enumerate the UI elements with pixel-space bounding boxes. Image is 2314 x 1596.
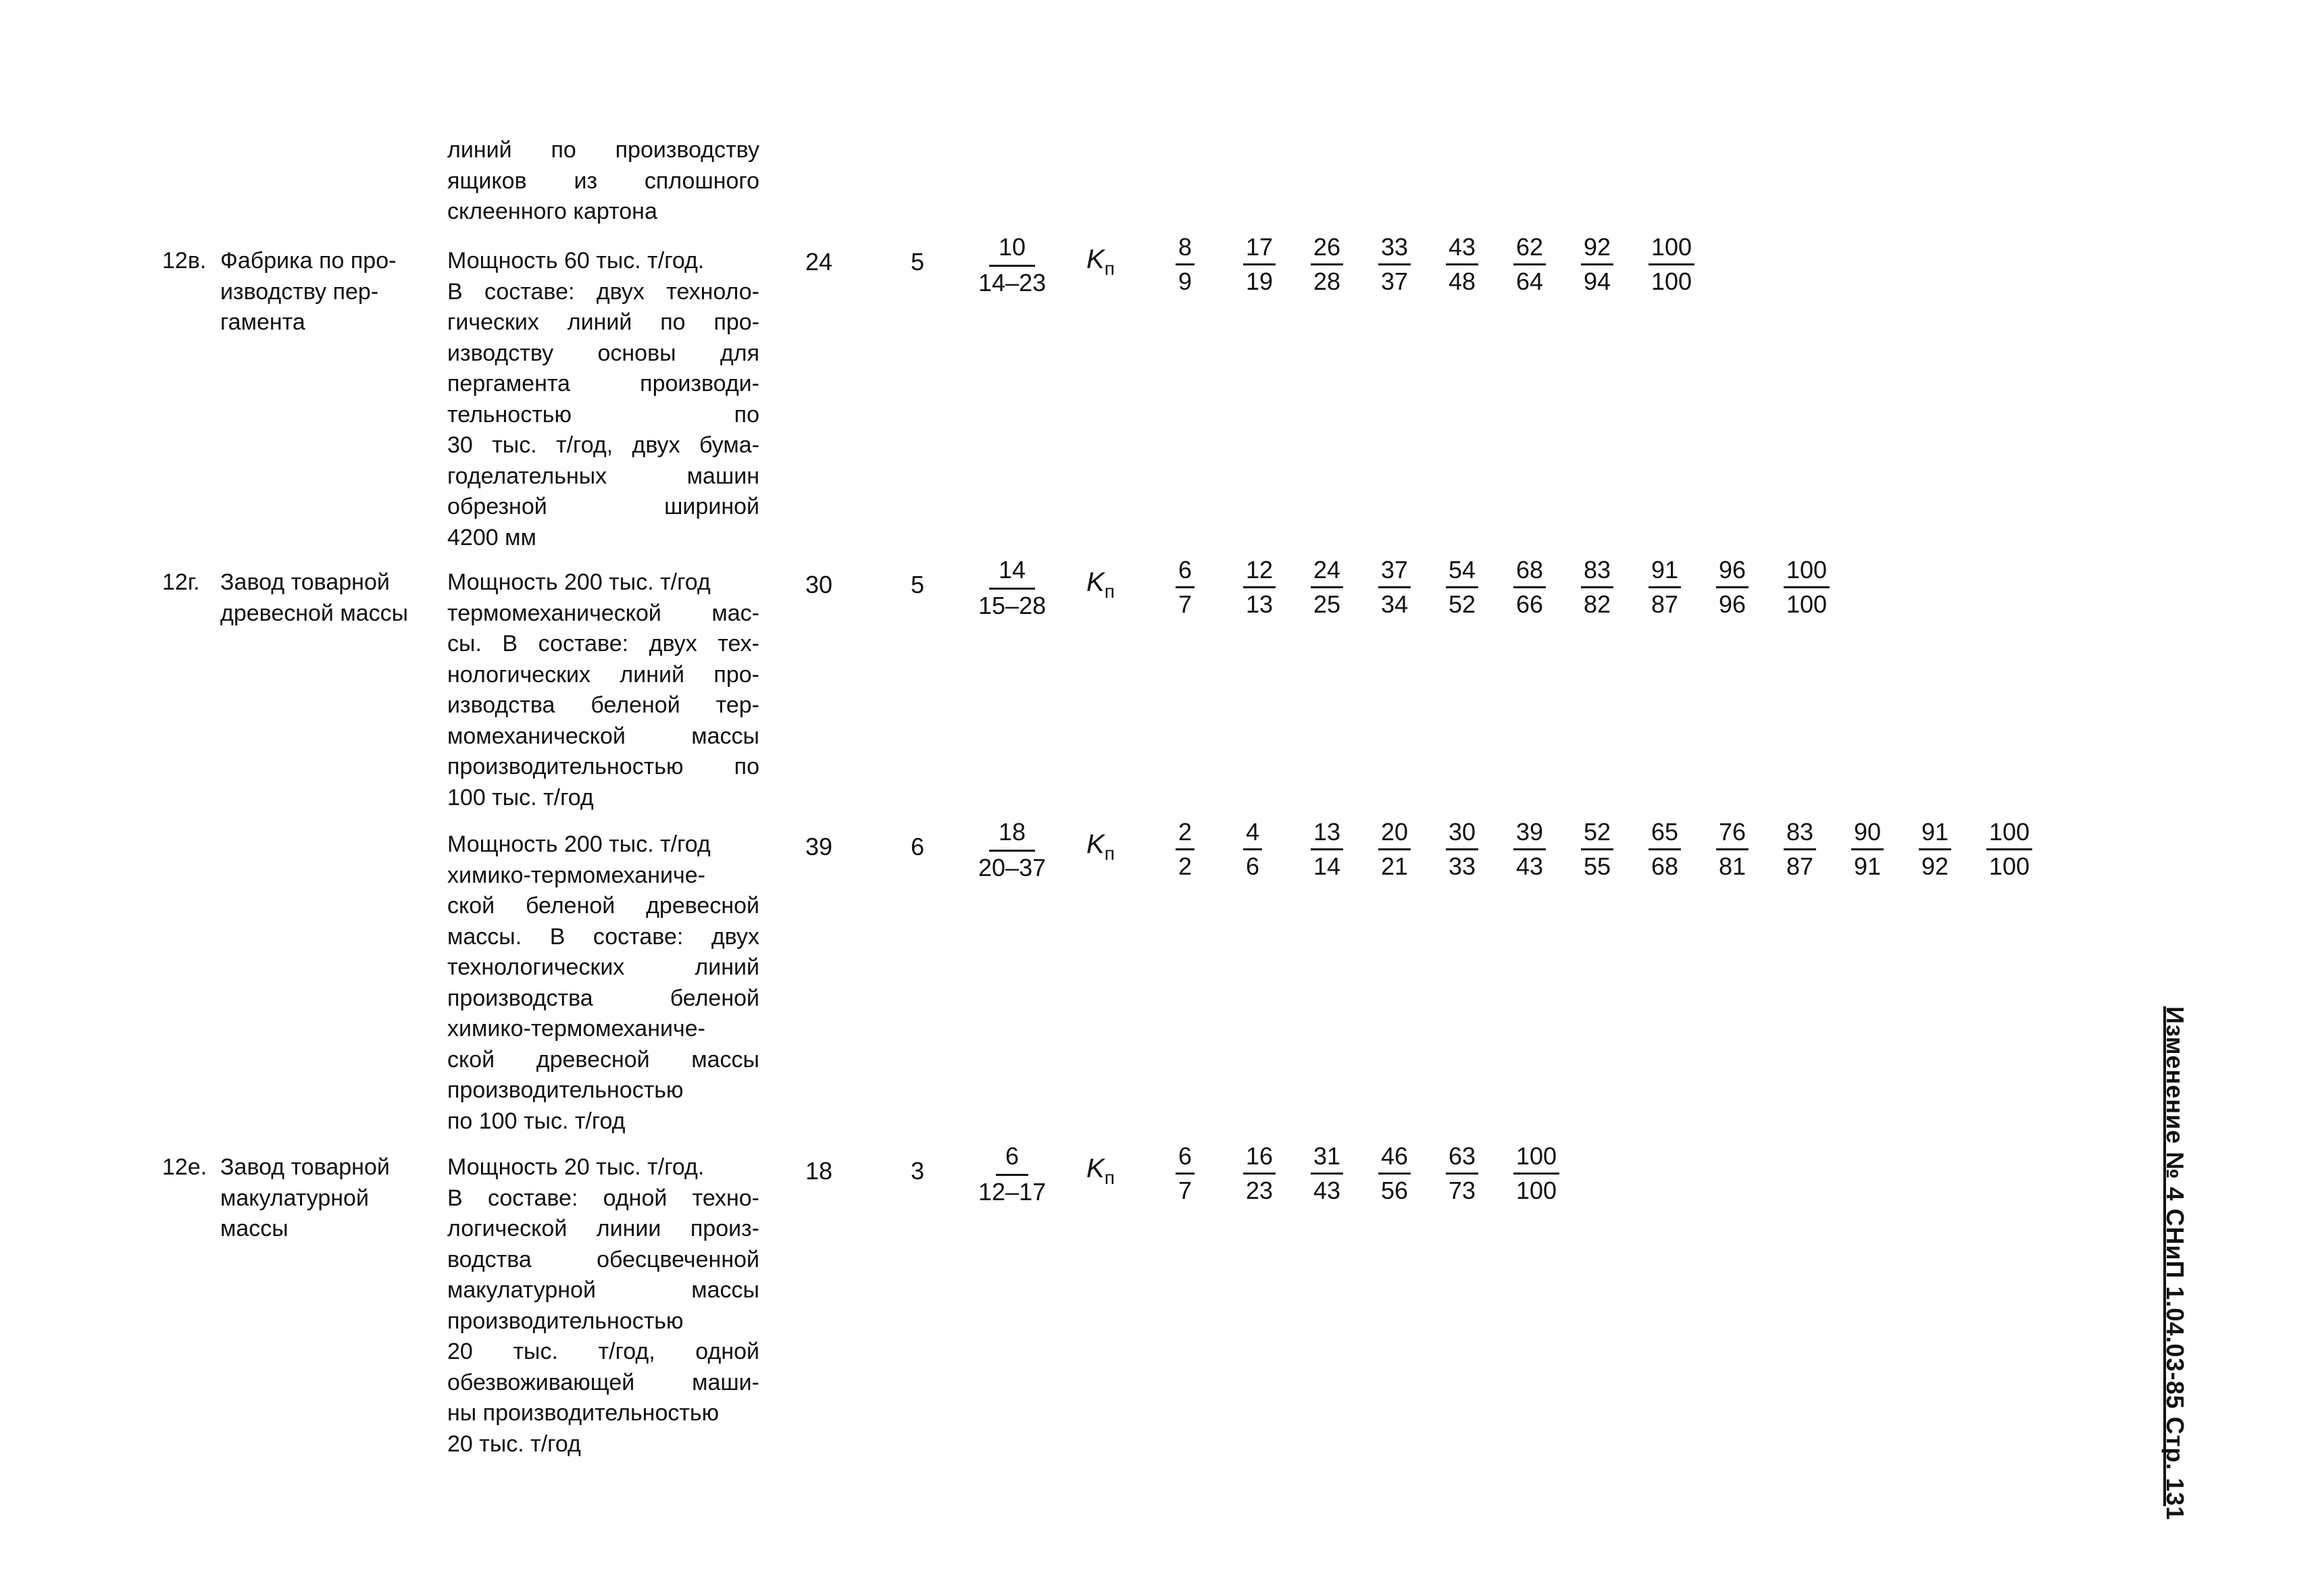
text-line: изводству основы для (447, 340, 759, 366)
denominator: 19 (1246, 267, 1274, 295)
k-fraction (1513, 1143, 1559, 1204)
numerator: 91 (1649, 557, 1681, 588)
numerator: 91 (1919, 819, 1951, 850)
k-fraction (1513, 557, 1546, 618)
main-fraction (978, 1143, 1046, 1206)
text-line: тельностью по (447, 401, 759, 428)
k-fraction (1513, 819, 1546, 880)
numerator: 96 (1716, 557, 1749, 588)
k-fraction (1446, 557, 1478, 618)
denominator: 9 (1178, 267, 1192, 295)
text-line: по 100 тыс. т/год (447, 1108, 626, 1134)
numerator: 83 (1581, 557, 1613, 588)
text-line: Мощность 200 тыс. т/год (447, 831, 711, 857)
text-line: производительностью по (447, 754, 759, 779)
k-fraction (1176, 819, 1194, 880)
text-line: массы (220, 1216, 288, 1241)
main-fraction (978, 819, 1046, 881)
denominator: 37 (1381, 267, 1409, 295)
k-fraction (1378, 819, 1411, 880)
denominator: 66 (1516, 590, 1544, 618)
running-head (2161, 1006, 2216, 1521)
denominator: 15–28 (978, 592, 1047, 619)
text-line: сы. В составе: двух тех- (447, 631, 759, 657)
text-line: изводству пер- (220, 278, 379, 305)
numerator: 52 (1581, 819, 1613, 850)
k-fraction (1176, 1143, 1194, 1204)
k-fraction (1311, 819, 1343, 880)
value-col-1: 18 (805, 1157, 833, 1185)
text-line: 100 тыс. т/год (447, 784, 594, 810)
k-fraction (1311, 557, 1343, 618)
numerator: 68 (1513, 557, 1546, 588)
numerator: 54 (1446, 557, 1478, 588)
text-line: производительностью (447, 1308, 684, 1334)
k-fraction (1176, 234, 1194, 295)
text-line: макулатурной массы (447, 1277, 759, 1303)
denominator: 52 (1449, 590, 1476, 618)
numerator: 90 (1851, 819, 1884, 850)
row-number: 12г. (162, 569, 200, 595)
numerator: 83 (1784, 819, 1816, 850)
denominator: 100 (1516, 1177, 1557, 1204)
k-fraction (1446, 819, 1478, 880)
denominator: 43 (1313, 1177, 1341, 1204)
text-line: логической линии произ- (447, 1216, 759, 1241)
k-fraction (1581, 557, 1613, 618)
denominator: 55 (1584, 852, 1611, 880)
k-fraction (1851, 819, 1884, 880)
denominator: 100 (1989, 852, 2030, 880)
row-description-12e (447, 1152, 759, 1460)
row-description-12g (447, 567, 759, 813)
k-fraction (1986, 819, 2032, 880)
numerator: 6 (1176, 557, 1194, 588)
text-line: 20 тыс. т/год (447, 1431, 581, 1457)
k-fraction (1311, 234, 1343, 295)
k-fraction (1649, 234, 1694, 295)
denominator: 6 (1246, 852, 1260, 880)
numerator: 2 (1176, 819, 1194, 850)
k-fraction (1243, 557, 1276, 618)
denominator: 7 (1178, 1177, 1192, 1204)
denominator: 82 (1584, 590, 1611, 618)
value-col-2: 3 (911, 1157, 925, 1185)
numerator: 16 (1243, 1143, 1276, 1175)
numerator: 63 (1446, 1143, 1478, 1175)
k-fraction (1716, 557, 1749, 618)
denominator: 21 (1381, 852, 1409, 880)
denominator: 96 (1719, 590, 1746, 618)
text-line: момеханической массы (447, 723, 759, 749)
k-fraction (1378, 557, 1411, 618)
k-fraction (1784, 819, 1816, 880)
text-line: ской древесной массы (447, 1046, 759, 1073)
text-line: обезвоживающей маши- (447, 1369, 759, 1395)
k-fraction (1649, 557, 1681, 618)
text-line: В составе: одной техно- (447, 1185, 759, 1211)
text-line: склеенного картона (447, 199, 657, 224)
denominator: 92 (1921, 852, 1949, 880)
text-line: нологических линий про- (447, 661, 759, 688)
denominator: 25 (1313, 590, 1341, 618)
text-line: технологических линий (447, 954, 759, 980)
numerator: 13 (1311, 819, 1343, 850)
numerator: 14 (989, 557, 1035, 590)
row-number: 12е. (162, 1154, 207, 1180)
value-col-2: 5 (911, 248, 925, 276)
value-col-1: 30 (805, 571, 833, 598)
k-fraction (1243, 234, 1276, 295)
k-fraction (1581, 819, 1613, 880)
numerator: 92 (1581, 234, 1613, 265)
text-line: 20 тыс. т/год, одной (447, 1339, 759, 1364)
k-fraction (1243, 1143, 1276, 1204)
numerator: 37 (1378, 557, 1411, 588)
numerator: 24 (1311, 557, 1343, 588)
text-line: ской беленой древесной (447, 893, 759, 919)
value-col-1: 24 (805, 248, 833, 276)
row-description-12v (447, 246, 759, 553)
numerator: 17 (1243, 234, 1276, 265)
numerator: 43 (1446, 234, 1478, 265)
text-line: производства беленой (447, 985, 759, 1011)
k-fraction (1378, 1143, 1411, 1204)
numerator: 10 (989, 234, 1035, 267)
denominator: 28 (1313, 267, 1341, 295)
kp-label: $K_п$ (1086, 829, 1115, 864)
k-fraction (1176, 557, 1194, 618)
text-line: пергамента производи- (447, 371, 759, 396)
k-fraction (1784, 557, 1830, 618)
running-head-text: Изменение № 4 СНиП 1.04.03-85 Стр. 131 (2161, 1006, 2189, 1521)
numerator: 62 (1513, 234, 1546, 265)
numerator: 20 (1378, 819, 1411, 850)
text-line: древесной массы (220, 600, 409, 626)
text-line: водства обесцвеченной (447, 1246, 759, 1272)
denominator: 14–23 (978, 269, 1047, 297)
text-line: Завод товарной (220, 1154, 390, 1180)
denominator: 20–37 (978, 854, 1047, 881)
k-fraction (1581, 234, 1613, 295)
k-fraction (1649, 819, 1681, 880)
text-line: изводства беленой тер- (447, 692, 759, 718)
denominator: 12–17 (978, 1178, 1047, 1206)
numerator: 46 (1378, 1143, 1411, 1175)
numerator: 39 (1513, 819, 1546, 850)
denominator: 33 (1449, 852, 1476, 880)
text-line: макулатурной (220, 1185, 369, 1211)
numerator: 76 (1716, 819, 1749, 850)
k-fraction (1378, 234, 1411, 295)
denominator: 7 (1178, 590, 1192, 618)
denominator: 87 (1786, 852, 1814, 880)
denominator: 100 (1651, 267, 1692, 295)
text-line: Завод товарной (220, 569, 390, 595)
text-line: годелательных машин (447, 463, 759, 489)
numerator: 100 (1513, 1143, 1559, 1175)
row-description-12g-2 (447, 829, 759, 1137)
denominator: 34 (1381, 590, 1409, 618)
k-fraction (1513, 234, 1546, 295)
text-line: Мощность 200 тыс. т/год (447, 569, 711, 595)
row-number: 12в. (162, 248, 207, 274)
denominator: 73 (1449, 1177, 1476, 1204)
text-line: линий по производству (447, 137, 759, 163)
denominator: 94 (1584, 267, 1611, 295)
denominator: 2 (1178, 852, 1192, 880)
numerator: 100 (1986, 819, 2032, 850)
text-line: термомеханической мас- (447, 600, 759, 626)
numerator: 8 (1176, 234, 1194, 265)
text-line: 4200 мм (447, 524, 536, 550)
text-line: ны производительностью (447, 1400, 720, 1426)
numerator: 100 (1784, 557, 1830, 588)
numerator: 65 (1649, 819, 1681, 850)
text-line: Мощность 60 тыс. т/год. (447, 248, 705, 274)
denominator: 81 (1719, 852, 1746, 880)
k-fraction (1243, 819, 1262, 880)
k-fraction (1446, 1143, 1478, 1204)
numerator: 6 (996, 1143, 1028, 1176)
numerator: 18 (989, 819, 1035, 852)
text-line: гических линий по про- (447, 309, 759, 335)
text-line: гамента (220, 309, 305, 335)
main-fraction (978, 234, 1046, 297)
text-line: В составе: двух техноло- (447, 278, 759, 305)
numerator: 6 (1176, 1143, 1194, 1175)
kp-label: $K_п$ (1086, 1154, 1115, 1188)
text-line: производительностью (447, 1077, 684, 1103)
denominator: 87 (1651, 590, 1679, 618)
value-col-1: 39 (805, 833, 833, 860)
text-line: ящиков из сплошного (447, 168, 759, 194)
numerator: 31 (1311, 1143, 1343, 1175)
text-line: 30 тыс. т/год, двух бума- (447, 432, 759, 458)
numerator: 4 (1243, 819, 1262, 850)
k-fraction (1716, 819, 1749, 880)
denominator: 13 (1246, 590, 1274, 618)
kp-label: $K_п$ (1086, 567, 1115, 602)
denominator: 56 (1381, 1177, 1409, 1204)
denominator: 100 (1786, 590, 1828, 618)
denominator: 23 (1246, 1177, 1274, 1204)
kp-label: $K_п$ (1086, 244, 1115, 279)
denominator: 64 (1516, 267, 1544, 295)
k-fraction (1311, 1143, 1343, 1204)
numerator: 12 (1243, 557, 1276, 588)
value-col-2: 6 (911, 833, 925, 860)
k-fraction (1919, 819, 1951, 880)
text-line: химико-термомеханиче- (447, 862, 705, 888)
numerator: 33 (1378, 234, 1411, 265)
denominator: 14 (1313, 852, 1341, 880)
value-col-2: 5 (911, 571, 925, 598)
numerator: 30 (1446, 819, 1478, 850)
text-line: Фабрика по про- (220, 248, 397, 274)
denominator: 91 (1854, 852, 1882, 880)
main-fraction (978, 557, 1046, 619)
text-line: обрезной шириной (447, 494, 759, 519)
text-line: массы. В составе: двух (447, 923, 759, 950)
top-fragment (447, 135, 759, 228)
text-line: Мощность 20 тыс. т/год. (447, 1154, 705, 1180)
denominator: 43 (1516, 852, 1544, 880)
text-line: химико-термомеханиче- (447, 1016, 705, 1041)
numerator: 26 (1311, 234, 1343, 265)
denominator: 68 (1651, 852, 1679, 880)
numerator: 100 (1649, 234, 1694, 265)
k-fraction (1446, 234, 1478, 295)
denominator: 48 (1449, 267, 1476, 295)
